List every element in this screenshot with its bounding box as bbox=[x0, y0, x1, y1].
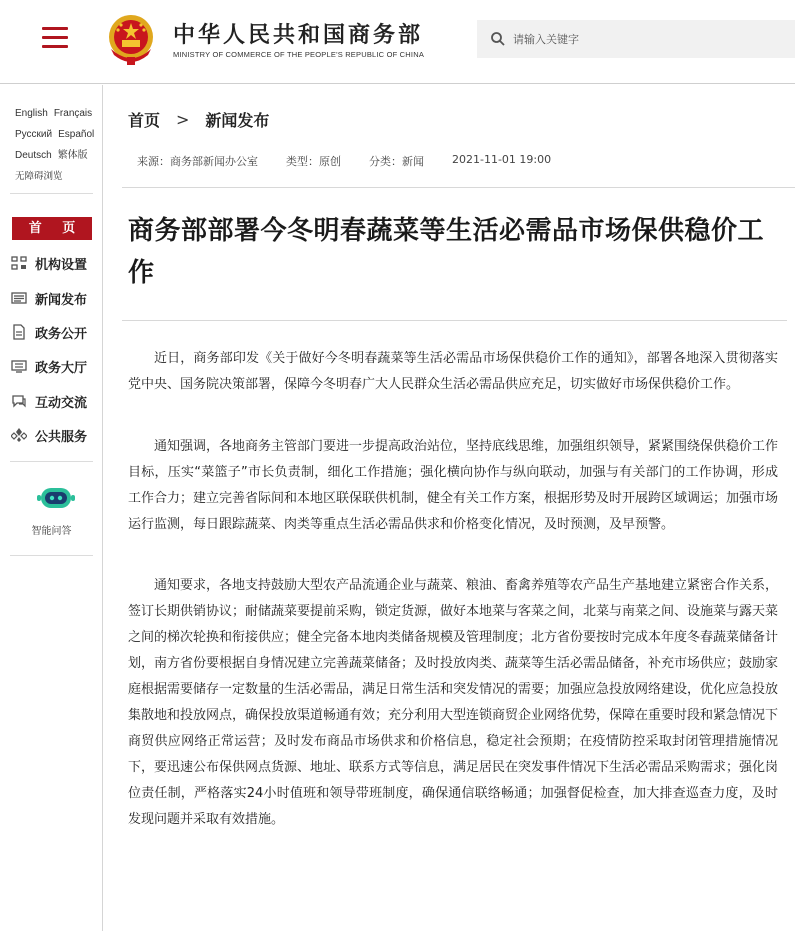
divider bbox=[10, 555, 93, 556]
article-meta bbox=[137, 153, 579, 169]
site-header bbox=[0, 0, 795, 84]
nav-item-interaction[interactable] bbox=[11, 391, 87, 411]
chat-icon bbox=[11, 393, 27, 409]
divider bbox=[10, 193, 93, 194]
national-emblem-icon bbox=[106, 11, 156, 67]
nav-item-news[interactable] bbox=[11, 288, 87, 308]
nav-item-label: 政务公开 bbox=[35, 326, 88, 342]
lang-french[interactable]: Français bbox=[53, 108, 93, 119]
lang-russian[interactable]: Русский bbox=[15, 129, 53, 140]
divider bbox=[122, 187, 795, 188]
assistant-robot-icon[interactable] bbox=[36, 483, 76, 513]
lang-spanish[interactable]: Español bbox=[58, 129, 95, 140]
site-title: 中华人民共和国商务部 bbox=[173, 23, 424, 48]
lang-german[interactable]: Deutsch bbox=[15, 150, 52, 161]
language-links bbox=[15, 103, 99, 187]
nav-item-label: 机构设置 bbox=[35, 257, 88, 273]
nav-item-gov-info[interactable] bbox=[11, 322, 87, 342]
divider bbox=[10, 461, 93, 462]
breadcrumb bbox=[128, 108, 269, 131]
meta-category: 分类：新闻 bbox=[369, 155, 424, 168]
site-subtitle: MINISTRY OF COMMERCE OF THE PEOPLE'S REPUBLIC OF CHINA bbox=[173, 50, 425, 59]
news-icon bbox=[11, 290, 27, 306]
assistant-label[interactable]: 智能问答 bbox=[31, 526, 72, 537]
service-icon bbox=[11, 427, 27, 443]
nav-item-label: 政务大厅 bbox=[35, 360, 88, 376]
meta-type: 类型：原创 bbox=[286, 155, 341, 168]
org-chart-icon bbox=[11, 255, 27, 271]
nav-item-public-service[interactable] bbox=[11, 425, 87, 445]
divider bbox=[122, 320, 787, 321]
hall-icon bbox=[11, 358, 27, 374]
barrier-free-link[interactable]: 无障碍浏览 bbox=[15, 171, 63, 182]
article-paragraph: 通知强调，各地商务主管部门要进一步提高政治站位，坚持底线思维，加强组织领导，紧紧围绕保供稳价工作目标，压实“菜篮子”市长负责制，细化工作措施；强化横向协作与纵向联动，加强与有关部门的工作协调，形成工作合力；建立完善省际间和本地区联保联供机制，健全有关工作方案，根据形势及时开展跨区域调运；加强市场运行监测，每日跟踪蔬菜、肉类等重点生活必需品供求和价格变化情况，及时预测，及早预警。 bbox=[128, 438, 779, 532]
breadcrumb-current[interactable]: 新闻发布 bbox=[205, 111, 270, 130]
lang-traditional-chinese[interactable]: 繁体版 bbox=[57, 150, 88, 161]
nav-item-org[interactable] bbox=[11, 253, 87, 273]
nav-item-gov-hall[interactable] bbox=[11, 356, 87, 376]
menu-icon[interactable] bbox=[42, 27, 68, 49]
article-paragraph: 通知要求，各地支持鼓励大型农产品流通企业与蔬菜、粮油、畜禽养殖等农产品生产基地建立紧密合作关系，签订长期供销协议；耐储蔬菜要提前采购，锁定货源，做好本地菜与客菜之间，北菜与南菜之间、设施菜与露天菜之间的梯次轮换和衔接供应；健全完备本地肉类储备规模及管理制度；北方省份要按时完成本年度冬春蔬菜储备计划，南方省份要根据自身情况建立完善蔬菜储备；及时投放肉类、蔬菜等生活必需品储备，补充市场供应；鼓励家庭根据需要储存一定数量的生活必需品，满足日常生活和突发情况的需要；加强应急投放网络建设，优化应急投放集散地和投放网点，确保投放渠道畅通有效；充分利用大型连锁商贸企业网络优势，保障在重要时段和紧急情况下商贸供应网络正常运营；及时发布商品市场供求和价格信息，稳定社会预期；在疫情防控采取封闭管理措施情况下，要迅速公布保供网点货源、地址、联系方式等信息，满足居民在突发事件情况下生活必需品采购需求；强化岗位责任制，严格落实24小时值班和领导带班制度，确保通信联络畅通；加强督促检查，加大排查巡查力度，及时发现问题并采取有效措施。 bbox=[128, 578, 779, 827]
nav-item-label: 新闻发布 bbox=[35, 292, 88, 308]
breadcrumb-separator: > bbox=[176, 110, 190, 129]
search-box bbox=[477, 20, 795, 58]
nav-item-label: 公共服务 bbox=[35, 429, 88, 445]
article-title: 商务部部署今冬明春蔬菜等生活必需品市场保供稳价工作 bbox=[128, 216, 765, 288]
meta-source: 来源：商务部新闻办公室 bbox=[137, 155, 258, 168]
lang-english[interactable]: English bbox=[15, 108, 48, 119]
meta-datetime: 2021-11-01 19:00 bbox=[452, 153, 552, 166]
sidebar bbox=[0, 85, 103, 931]
search-input[interactable] bbox=[513, 28, 783, 50]
nav-home-button[interactable]: 首 页 bbox=[12, 217, 92, 240]
nav-item-label: 互动交流 bbox=[35, 395, 88, 411]
document-icon bbox=[11, 324, 27, 340]
article-paragraph: 近日，商务部印发《关于做好今冬明春蔬菜等生活必需品市场保供稳价工作的通知》，部署各地深入贯彻落实党中央、国务院决策部署，保障今冬明春广大人民群众生活必需品供应充足，切实做好市场保供稳价工作。 bbox=[128, 351, 778, 392]
article-body bbox=[128, 346, 778, 869]
search-icon[interactable] bbox=[490, 31, 506, 47]
breadcrumb-home[interactable]: 首页 bbox=[128, 111, 161, 130]
